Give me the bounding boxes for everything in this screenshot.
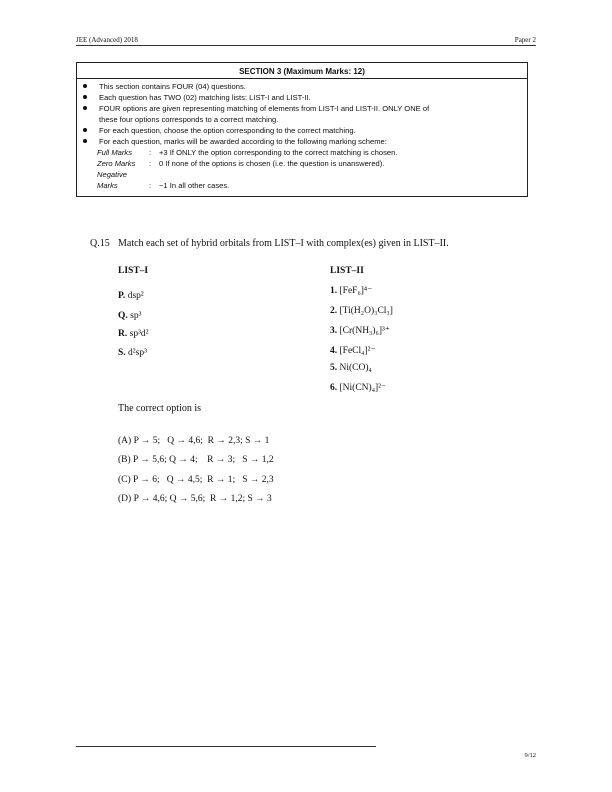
header-exam-title: JEE (Advanced) 2018 <box>76 36 138 44</box>
correct-option-prompt: The correct option is <box>118 403 202 414</box>
list-i-item-q: Q. sp³ <box>118 311 142 321</box>
page-number: 9/12 <box>524 752 536 759</box>
option-b[interactable]: (B) P → 5,6; Q → 4; R → 3; S → 1,2 <box>118 455 274 465</box>
list-i-item-p: P. dsp² <box>118 291 144 301</box>
list-ii-item-1: 1. [FeF₆]⁴⁻ <box>330 286 373 296</box>
list-ii-item-6: 6. [Ni(CN)₄]²⁻ <box>330 383 387 393</box>
list-ii-title: LIST–II <box>330 266 364 276</box>
header-divider <box>76 45 536 46</box>
instruction-item: Each question has TWO (02) matching lists: LIST-I and LIST-II. <box>77 92 527 103</box>
instruction-item: FOUR options are given representing matching of elements from LIST-I and LIST-II. ONLY ONE of these four options corresponds to a correct matching. <box>77 103 527 125</box>
question-text: Match each set of hybrid orbitals from LIST–I with complex(es) given in LIST–II. <box>118 238 449 249</box>
question-stem <box>90 238 449 249</box>
footer-divider <box>76 746 376 747</box>
marking-scheme-negative: Negative Marks : −1 In all other cases. <box>97 170 230 190</box>
marking-scheme-zero: Zero Marks : 0 If none of the options is chosen (i.e. the question is unanswered). <box>97 159 385 168</box>
header-paper-label: Paper 2 <box>514 36 536 44</box>
list-i-title: LIST–I <box>118 266 149 276</box>
instruction-item: For each question, choose the option corresponding to the correct matching. <box>77 125 527 136</box>
instruction-item: For each question, marks will be awarded according to the following marking scheme: <box>77 136 527 147</box>
option-d[interactable]: (D) P → 4,6; Q → 5,6; R → 1,2; S → 3 <box>118 494 272 504</box>
list-ii-item-3: 3. [Cr(NH₃)₆]³⁺ <box>330 326 390 336</box>
instruction-item: This section contains FOUR (04) questions. <box>77 81 527 92</box>
list-ii-item-2: 2. [Ti(H₂O)₃Cl₃] <box>330 306 393 316</box>
option-c[interactable]: (C) P → 6; Q → 4,5; R → 1; S → 2,3 <box>118 475 274 485</box>
bullet-icon <box>83 128 87 132</box>
bullet-icon <box>83 95 87 99</box>
list-ii-item-4: 4. [FeCl₄]²⁻ <box>330 346 376 356</box>
bullet-icon <box>83 84 87 88</box>
section-title: SECTION 3 (Maximum Marks: 12) <box>239 67 365 76</box>
instructions-box <box>76 62 528 197</box>
marking-scheme-full: Full Marks : +3 If ONLY the option corresponding to the correct matching is chosen. <box>97 148 398 157</box>
list-i-item-s: S. d²sp³ <box>118 348 147 358</box>
option-a[interactable]: (A) P → 5; Q → 4,6; R → 2,3; S → 1 <box>118 436 270 446</box>
instructions-list <box>77 81 527 191</box>
question-number: Q.15 <box>90 238 110 249</box>
list-ii-item-5: 5. Ni(CO)₄ <box>330 363 372 373</box>
list-i-item-r: R. sp³d² <box>118 329 149 339</box>
section-title-divider <box>77 78 527 79</box>
bullet-icon <box>83 106 87 110</box>
bullet-icon <box>83 139 87 143</box>
